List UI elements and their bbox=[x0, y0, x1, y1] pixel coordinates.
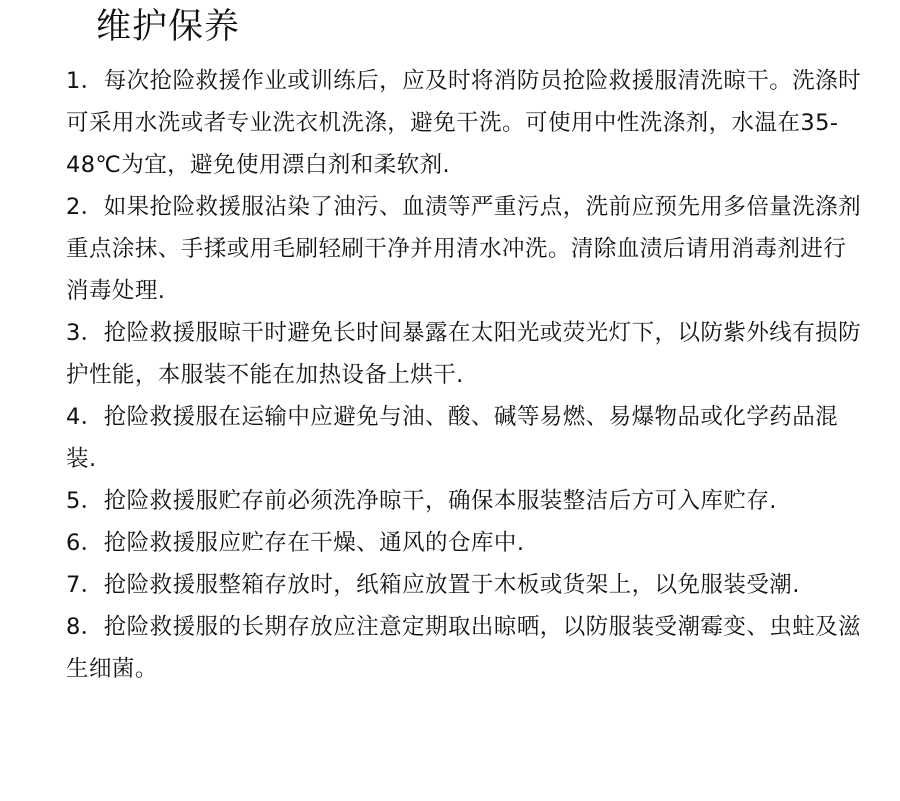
maintenance-list bbox=[66, 60, 866, 690]
page-title: 维护保养 bbox=[96, 7, 241, 47]
list-item-3: 3．抢险救援服晾干时避免长时间暴露在太阳光或荧光灯下，以防紫外线有损防护性能，本服装不能在加热设备上烘干. bbox=[66, 320, 862, 388]
list-item-2: 2．如果抢险救援服沾染了油污、血渍等严重污点，洗前应预先用多倍量洗涤剂重点涂抹、手揉或用毛刷轻刷干净并用清水冲洗。清除血渍后请用消毒剂进行消毒处理. bbox=[66, 194, 862, 304]
list-item-7: 7．抢险救援服整箱存放时，纸箱应放置于木板或货架上，以免服装受潮. bbox=[66, 572, 800, 598]
list-item-1: 1．每次抢险救援作业或训练后，应及时将消防员抢险救援服清洗晾干。洗涤时可采用水洗或者专业洗衣机洗涤，避免干洗。可使用中性洗涤剂，水温在35-48℃为宜，避免使用漂白剂和柔软剂. bbox=[66, 68, 862, 178]
list-item-4: 4．抢险救援服在运输中应避免与油、酸、碱等易燃、易爆物品或化学药品混装. bbox=[66, 404, 839, 472]
list-item-8: 8．抢险救援服的长期存放应注意定期取出晾晒，以防服装受潮霉变、虫蛀及滋生细菌。 bbox=[66, 614, 862, 682]
list-item-5: 5．抢险救援服贮存前必须洗净晾干，确保本服装整洁后方可入库贮存. bbox=[66, 488, 777, 514]
list-item-6: 6．抢险救援服应贮存在干燥、通风的仓库中. bbox=[66, 530, 525, 556]
